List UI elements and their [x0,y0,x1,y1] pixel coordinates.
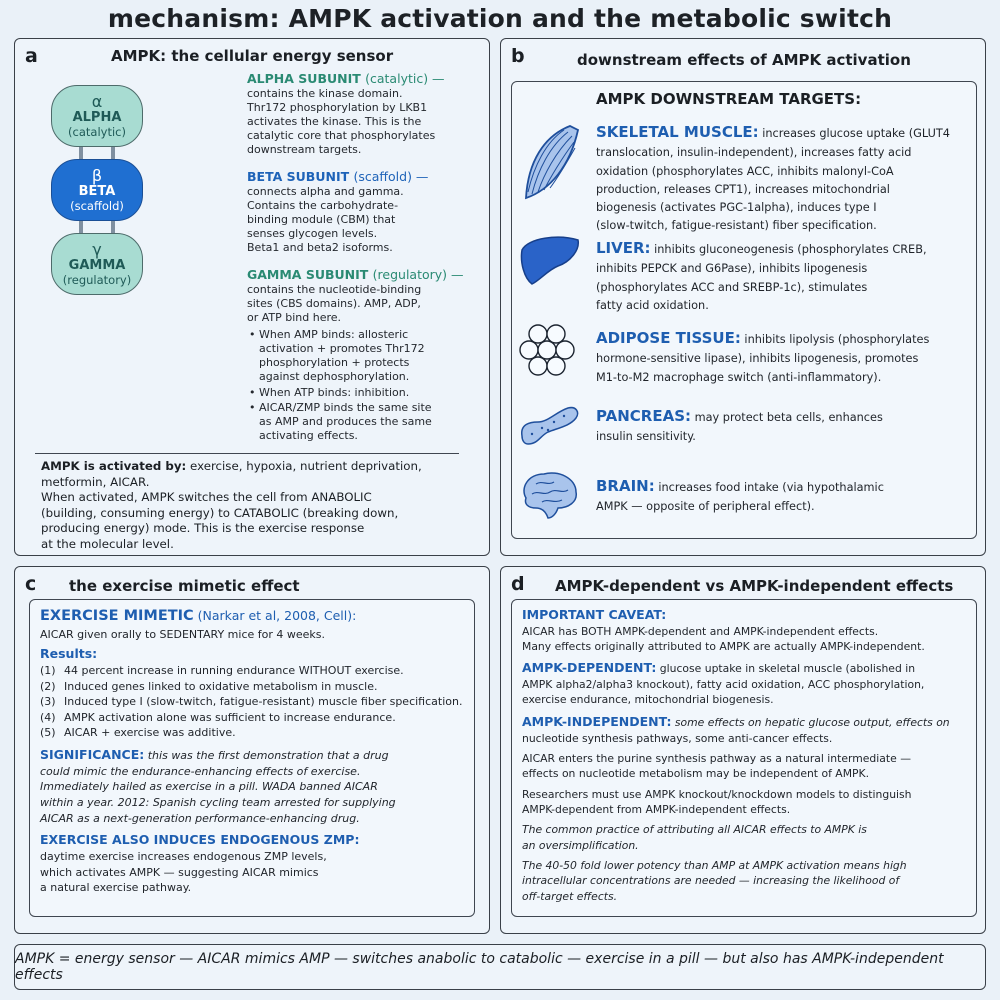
targets-box [511,81,977,539]
activation-paragraph [41,459,481,552]
alpha-heading: ALPHA SUBUNIT [247,71,361,86]
target-line: production, releases CPT1), increases mitochondrial [596,182,890,196]
zmp-line: daytime exercise increases endogenous ZMP levels, [40,849,327,863]
alpha-subunit-ellipse [51,85,143,147]
panel-a-divider [35,453,459,454]
liver-icon [518,232,582,288]
mimetic-heading: EXERCISE MIMETIC [40,608,194,624]
significance-line: could mimic the endurance-enhancing effects of exercise. [40,764,361,778]
switch-line: When activated, AMPK switches the cell from ANABOLIC [41,490,372,505]
beta-gamma-connector-right [111,221,115,233]
beta-heading-role: (scaffold) — [353,169,429,184]
target-adipose [596,326,976,387]
result-number: (4) [40,710,56,724]
target-name: SKELETAL MUSCLE: [596,123,759,141]
independent-line: some effects on hepatic glucose output, effects on [671,715,950,729]
significance-label: SIGNIFICANCE: [40,746,145,762]
result-item [40,663,470,679]
gamma-role: (regulatory) [62,273,132,288]
result-text: 44 percent increase in running endurance WITHOUT exercise. [64,663,404,677]
dependent-line: exercise endurance, mitochondrial biogenesis. [522,693,774,707]
exercise-mimetic-box [29,599,475,917]
target-line: inhibits lipolysis (phosphorylates [740,333,930,346]
result-number: (3) [40,695,56,709]
alpha-name: ALPHA [72,110,122,126]
result-item [40,710,470,726]
exercise-mimetic-content [40,606,470,896]
gamma-bullet [259,401,483,443]
research-line: Researchers must use AMPK knockout/knockdown models to distinguish [522,787,912,801]
adipose-icon [518,322,582,378]
alpha-heading-role: (catalytic) — [365,71,445,86]
panel-a [14,38,490,556]
gamma-bullet-line: phosphorylation + protects [259,356,410,370]
target-line: inhibits gluconeogenesis (phosphorylates CREB, [650,243,927,256]
target-line: translocation, insulin-independent), increases fatty acid [596,146,912,160]
beta-line: senses glycogen levels. [247,227,378,241]
zmp-line: which activates AMPK — suggesting AICAR mimics [40,865,319,879]
independent-label: AMPK-INDEPENDENT: [522,713,672,729]
panel-c-label: c [25,573,37,595]
significance-line: Immediately hailed as exercise in a pill. WADA banned AICAR [40,780,378,794]
alpha-role: (catalytic) [68,125,126,140]
target-line: hormone-sensitive lipase), inhibits lipogenesis, promotes [596,352,919,366]
target-line: oxidation (phosphorylates ACC, inhibits malonyl-CoA [596,164,894,178]
result-text: AICAR + exercise was additive. [64,726,236,740]
gamma-line: sites (CBS domains). AMP, ADP, [247,297,421,311]
results-label: Results: [40,646,98,662]
common-line: The common practice of attributing all AICAR effects to AMPK is [522,823,867,837]
gamma-subunit-ellipse [51,233,143,295]
independent-line: nucleotide synthesis pathways, some anti-cancer effects. [522,731,833,745]
activated-line: metformin, AICAR. [41,474,150,489]
caveat-content [522,606,972,904]
result-text: Induced genes linked to oxidative metabolism in muscle. [64,679,378,693]
beta-description [247,169,479,255]
potency-line: intracellular concentrations are needed — increasing the likelihood of [522,874,900,888]
target-liver [596,236,976,315]
beta-symbol: β [91,165,103,185]
panel-b [500,38,986,556]
alpha-line: contains the kinase domain. [247,87,403,100]
dependent-line: AMPK alpha2/alpha3 knockout), fatty acid oxidation, ACC phosphorylation, [522,678,925,692]
beta-subunit-ellipse [51,159,143,221]
dependent-label: AMPK-DEPENDENT: [522,660,657,676]
alpha-line: downstream targets. [247,143,362,157]
potency-line: off-target effects. [522,889,618,903]
target-line: biogenesis (activates PGC-1alpha), induces type I [596,201,877,215]
targets-box-title: AMPK DOWNSTREAM TARGETS: [596,90,862,108]
gamma-symbol: γ [92,239,102,259]
gamma-bullet-line: • When AMP binds: allosteric [259,328,409,342]
result-text: Induced type I (slow-twitch, fatigue-resistant) muscle fiber specification. [64,695,463,709]
beta-line: Beta1 and beta2 isoforms. [247,241,393,255]
gamma-bullet-line: against dephosphorylation. [259,370,410,384]
page-title: mechanism: AMPK activation and the metabolic switch [107,4,893,33]
switch-line: producing energy) mode. This is the exercise response [41,521,365,536]
beta-name: BETA [78,184,116,200]
alpha-line: Thr172 phosphorylation by LKB1 [247,101,428,115]
summary-footer: AMPK = energy sensor — AICAR mimics AMP — switches anabolic to catabolic — exercise in a pill — but also has AMPK-independent effects [14,944,986,990]
alpha-line: catalytic core that phosphorylates [247,129,436,143]
gamma-bullet-line: • AICAR/ZMP binds the same site [259,400,432,414]
mimetic-intro: AICAR given orally to SEDENTARY mice for 4 weeks. [40,627,326,641]
beta-line: connects alpha and gamma. [247,185,404,198]
result-text: AMPK activation alone was sufficient to increase endurance. [64,710,396,724]
gamma-bullet-line: activating effects. [259,428,358,442]
beta-gamma-connector-left [79,221,83,233]
result-number: (1) [40,663,56,677]
beta-line: binding module (CBM) that [247,213,396,227]
dependent-line: glucose uptake in skeletal muscle (abolished in [656,662,916,676]
activated-line: exercise, hypoxia, nutrient deprivation, [186,459,422,473]
result-number: (5) [40,726,56,740]
panel-c [14,566,490,934]
panel-d-label: d [511,573,525,595]
target-line: increases glucose uptake (GLUT4 [758,127,950,140]
target-line: fatty acid oxidation. [596,298,709,312]
alpha-beta-connector-left [79,147,83,159]
panel-c-title: the exercise mimetic effect [69,577,300,595]
mimetic-citation: (Narkar et al, 2008, Cell): [193,608,357,623]
result-item [40,694,470,710]
gamma-bullet [259,386,483,400]
gamma-line: or ATP bind here. [247,311,342,325]
result-number: (2) [40,679,56,693]
switch-line: at the molecular level. [41,536,174,551]
activated-label: AMPK is activated by: [41,459,187,473]
caveat-line: AICAR has BOTH AMPK-dependent and AMPK-independent effects. [522,624,879,638]
muscle-icon [518,122,584,206]
target-line: (slow-twitch, fatigue-resistant) fiber specification. [596,219,877,233]
target-name: LIVER: [596,239,651,257]
result-item [40,679,470,695]
zmp-label: EXERCISE ALSO INDUCES ENDOGENOUS ZMP: [40,832,360,848]
target-name: PANCREAS: [596,407,691,425]
panel-b-title: downstream effects of AMPK activation [577,51,911,69]
result-item [40,725,470,741]
zmp-line: a natural exercise pathway. [40,881,192,895]
purine-line: effects on nucleotide metabolism may be independent of AMPK. [522,767,870,781]
brain-icon [518,468,582,524]
target-line: may protect beta cells, enhances [691,411,883,424]
target-line: inhibits PEPCK and G6Pase), inhibits lipogenesis [596,262,868,276]
significance-line: AICAR as a next-generation performance-enhancing drug. [40,811,360,825]
target-line: increases food intake (via hypothalamic [654,481,884,494]
panel-b-label: b [511,45,525,67]
research-line: AMPK-dependent from AMPK-independent effects. [522,802,791,816]
target-pancreas [596,404,976,447]
panel-d [500,566,986,934]
gamma-bullets [259,328,483,443]
alpha-line: activates the kinase. This is the [247,115,422,129]
caveat-box [511,599,977,917]
target-brain [596,474,976,517]
target-name: BRAIN: [596,477,655,495]
beta-line: Contains the carbohydrate- [247,199,399,213]
alpha-symbol: α [91,91,103,111]
caveat-line: Many effects originally attributed to AMPK are actually AMPK-independent. [522,640,925,654]
beta-heading: BETA SUBUNIT [247,169,350,184]
gamma-bullet [259,328,483,384]
significance-line: within a year. 2012: Spanish cycling team arrested for supplying [40,795,396,809]
target-line: (phosphorylates ACC and SREBP-1c), stimulates [596,280,868,294]
alpha-beta-connector-right [111,147,115,159]
potency-line: The 40-50 fold lower potency than AMP at AMPK activation means high [522,858,907,872]
switch-line: (building, consuming energy) to CATABOLIC (breaking down, [41,505,399,520]
target-line: AMPK — opposite of peripheral effect). [596,500,815,514]
gamma-heading-role: (regulatory) — [372,267,464,282]
purine-line: AICAR enters the purine synthesis pathway as a natural intermediate — [522,751,912,765]
gamma-bullet-line: as AMP and produces the same [259,414,432,428]
gamma-line: contains the nucleotide-binding [247,283,422,296]
gamma-name: GAMMA [68,258,126,274]
gamma-bullet-line: • When ATP binds: inhibition. [259,385,410,399]
target-skeletal-muscle [596,120,976,236]
common-line: an oversimplification. [522,838,639,852]
gamma-bullet-line: activation + promotes Thr172 [259,342,425,356]
panel-d-title: AMPK-dependent vs AMPK-independent effects [555,577,954,595]
panel-a-label: a [25,45,38,67]
caveat-label: IMPORTANT CAVEAT: [522,607,667,622]
panel-a-title: AMPK: the cellular energy sensor [111,47,394,65]
beta-role: (scaffold) [70,199,124,214]
significance-line: this was the first demonstration that a drug [144,748,389,762]
pancreas-icon [518,402,582,446]
target-line: M1-to-M2 macrophage switch (anti-inflammatory). [596,370,882,384]
gamma-heading: GAMMA SUBUNIT [247,267,369,282]
gamma-description [247,267,483,444]
alpha-description [247,71,479,157]
target-name: ADIPOSE TISSUE: [596,329,741,347]
target-line: insulin sensitivity. [596,430,696,444]
